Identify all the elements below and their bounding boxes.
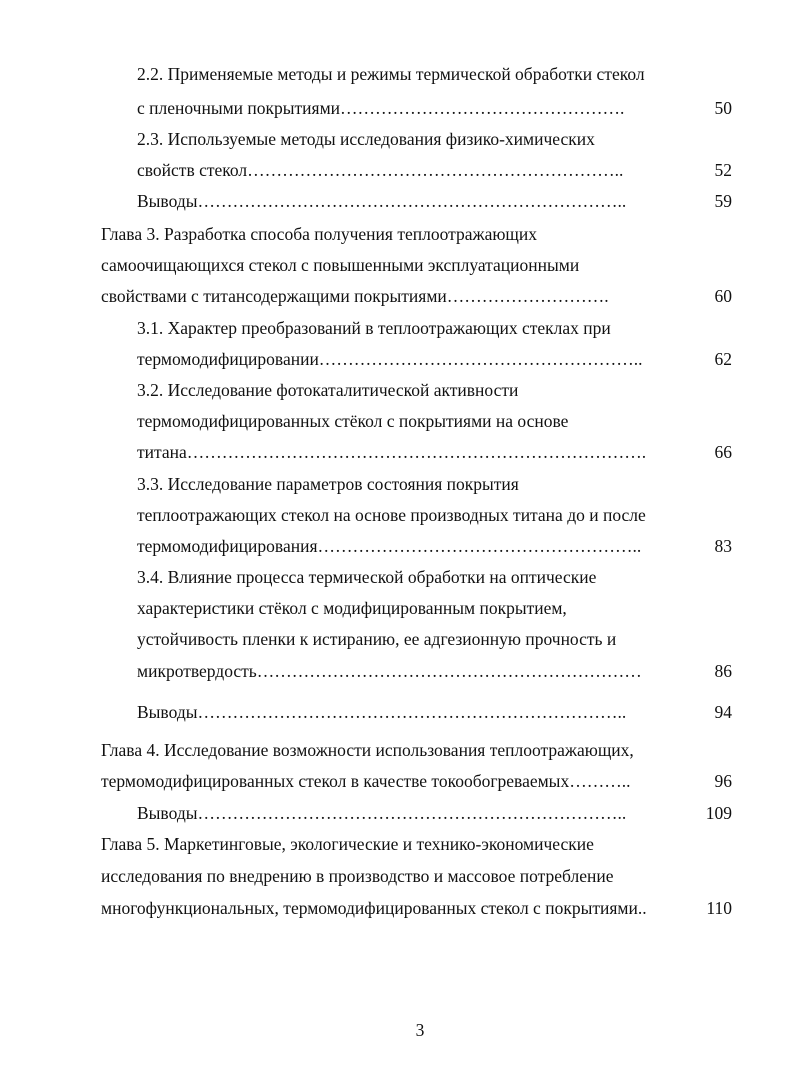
toc-entry-title: устойчивость пленки к истиранию, ее адгезионную прочность и	[137, 629, 617, 649]
toc-entry-title: Выводы………………………………………………………………..	[137, 191, 627, 211]
toc-entry-title: 3.1. Характер преобразований в теплоотражающих стеклах при	[137, 318, 611, 338]
toc-entry-title: 3.4. Влияние процесса термической обработки на оптические	[137, 567, 597, 587]
toc-entry-title: термомодифицированных стекол в качестве токообогреваемых………..	[101, 771, 631, 791]
toc-entry-title: Выводы………………………………………………………………..	[137, 702, 627, 722]
toc-page-number: 60	[714, 286, 732, 306]
toc-entry-title: Глава 4. Исследование возможности использования теплоотражающих,	[101, 740, 634, 760]
toc-entry-title: Выводы………………………………………………………………..	[137, 803, 627, 823]
toc-entry-title: 2.2. Применяемые методы и режимы термической обработки стекол	[137, 64, 645, 84]
toc-page-number: 50	[714, 98, 732, 118]
toc-entry-title: термомодифицирования………………………………………………..	[137, 536, 642, 556]
toc-entry-title: 3.2. Исследование фотокаталитической активности	[137, 380, 519, 400]
toc-entry-title: исследования по внедрению в производство и массовое потребление	[101, 866, 614, 886]
toc-entry-title: свойств стекол………………………………………………………..	[137, 160, 624, 180]
toc-entry-title: 3.3. Исследование параметров состояния покрытия	[137, 474, 519, 494]
toc-page-number: 109	[705, 803, 732, 823]
toc-page-number: 66	[714, 442, 732, 462]
toc-entry-title: микротвердость…………………………………………………………	[137, 661, 642, 681]
toc-page-number: 96	[714, 771, 732, 791]
toc-entry-title: термомодифицированных стёкол с покрытиями на основе	[137, 411, 569, 431]
toc-page-number: 52	[714, 160, 732, 180]
toc-entry-title: свойствами с титансодержащими покрытиями……………………….	[101, 286, 609, 306]
toc-entry-title: Глава 3. Разработка способа получения теплоотражающих	[101, 224, 538, 244]
toc-page-number: 59	[714, 191, 732, 211]
toc-entry-title: характеристики стёкол с модифицированным покрытием,	[137, 598, 567, 618]
toc-page-number: 110	[706, 898, 732, 918]
toc-page-number: 86	[714, 661, 732, 681]
page-number: 3	[415, 1020, 425, 1040]
toc-entry-title: термомодифицировании………………………………………………..	[137, 349, 643, 369]
toc-entry-title: с пленочными покрытиями………………………………………….	[137, 98, 625, 118]
toc-entry-title: Глава 5. Маркетинговые, экологические и технико-экономические	[101, 834, 594, 854]
toc-entry-title: 2.3. Используемые методы исследования физико-химических	[137, 129, 595, 149]
toc-entry-title: многофункциональных, термомодифицированных стекол с покрытиями..	[101, 898, 647, 918]
toc-entry-title: теплоотражающих стекол на основе производных титана до и после	[137, 505, 646, 525]
toc-entry-title: титана…………………………………………………………………….	[137, 442, 647, 462]
toc-entry-title: самоочищающихся стекол с повышенными эксплуатационными	[101, 255, 580, 275]
toc-page-number: 83	[714, 536, 732, 556]
toc-page-number: 62	[714, 349, 732, 369]
toc-page-number: 94	[714, 702, 732, 722]
